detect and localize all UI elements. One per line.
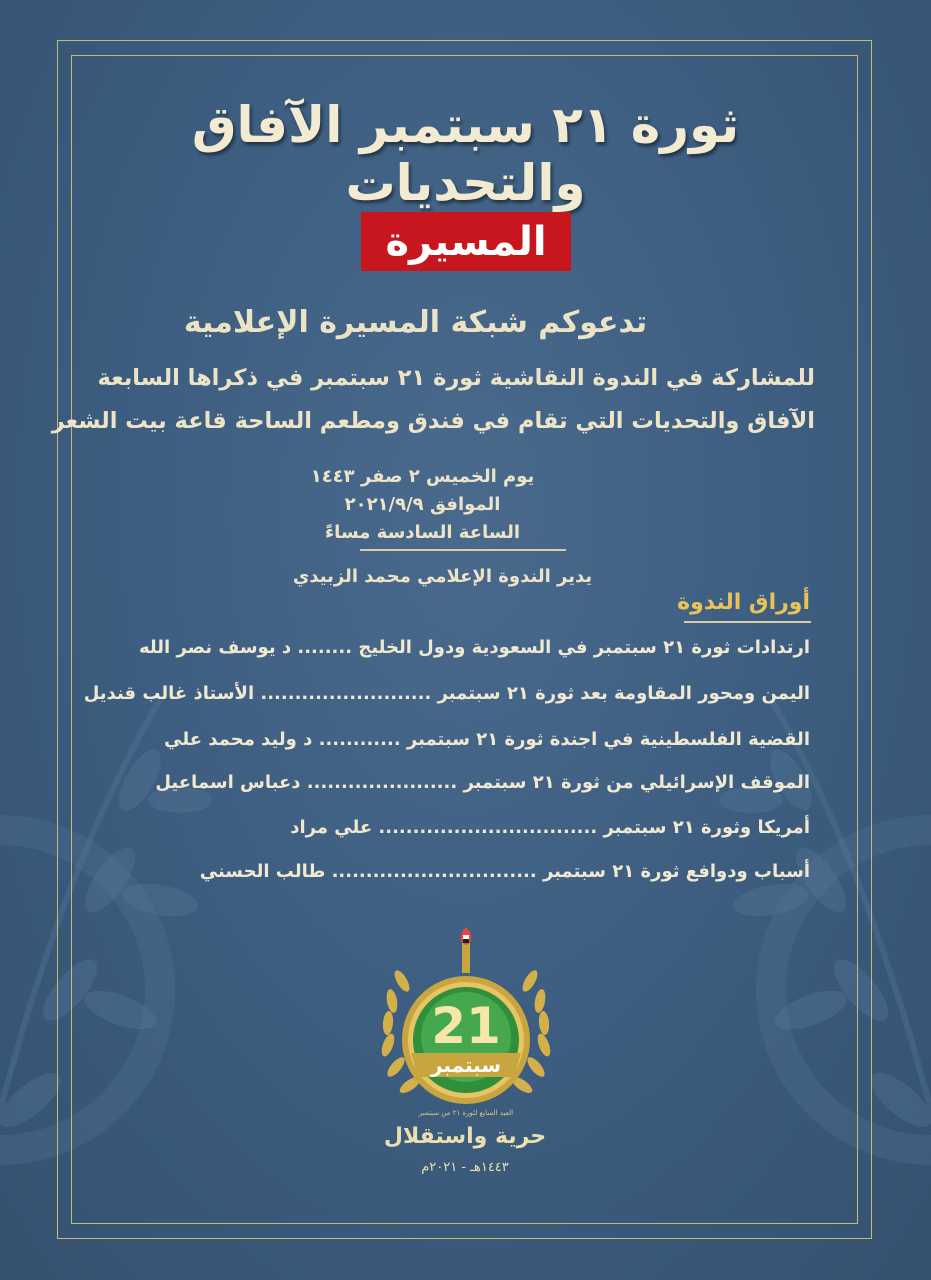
date-underline xyxy=(360,549,566,551)
paper-item: اليمن ومحور المقاومة بعد ثورة ٢١ سبتمبر ......................... الأستاذ غالب قنديل xyxy=(83,683,810,704)
page-title: ثورة ٢١ سبتمبر الآفاق والتحديات xyxy=(191,96,740,212)
anniversary-emblem xyxy=(366,925,566,1125)
papers-heading-underline xyxy=(684,621,811,623)
invitation-heading: تدعوكم شبكة المسيرة الإعلامية xyxy=(183,305,648,340)
details-line-2: الآفاق والتحديات التي تقام في فندق ومطعم الساحة قاعة بيت الشعر xyxy=(51,408,815,434)
paper-item: أسباب ودوافع ثورة ٢١ سبتمبر .............................. طالب الحسني xyxy=(199,861,810,882)
emblem-number: 21 xyxy=(431,997,501,1055)
emblem-caption: العيد السابع لثورة ٢١ من سبتمبر xyxy=(418,1109,514,1117)
year-line: ١٤٤٣هـ - ٢٠٢١م xyxy=(421,1160,509,1175)
slogan: حرية واستقلال xyxy=(383,1124,547,1149)
event-gregorian-date: الموافق ٢٠٢١/٩/٩ xyxy=(344,494,501,515)
emblem-word: سبتمبر xyxy=(430,1053,502,1077)
event-time: الساعة السادسة مساءً xyxy=(324,522,521,543)
event-day: يوم الخميس ٢ صفر ١٤٤٣ xyxy=(310,466,535,487)
paper-item: القضية الفلسطينية في اجندة ثورة ٢١ سبتمبر ............ د وليد محمد علي xyxy=(164,729,810,750)
papers-heading: أوراق الندوة xyxy=(677,590,810,615)
masirah-logo xyxy=(361,212,571,271)
paper-item: الموقف الإسرائيلي من ثورة ٢١ سبتمبر ...................... دعباس اسماعيل xyxy=(155,772,810,793)
moderator-line: يدير الندوة الإعلامي محمد الزبيدي xyxy=(292,566,593,587)
paper-item: ارتدادات ثورة ٢١ سبتمبر في السعودية ودول الخليج ........ د يوسف نصر الله xyxy=(139,637,810,658)
paper-item: أمريكا وثورة ٢١ سبتمبر ................................ علي مراد xyxy=(290,817,810,838)
emblem-graphic xyxy=(366,925,566,1125)
logo-text: المسيرة xyxy=(385,218,547,265)
details-line-1: للمشاركة في الندوة النقاشية ثورة ٢١ سبتمبر في ذكراها السابعة xyxy=(97,365,815,391)
